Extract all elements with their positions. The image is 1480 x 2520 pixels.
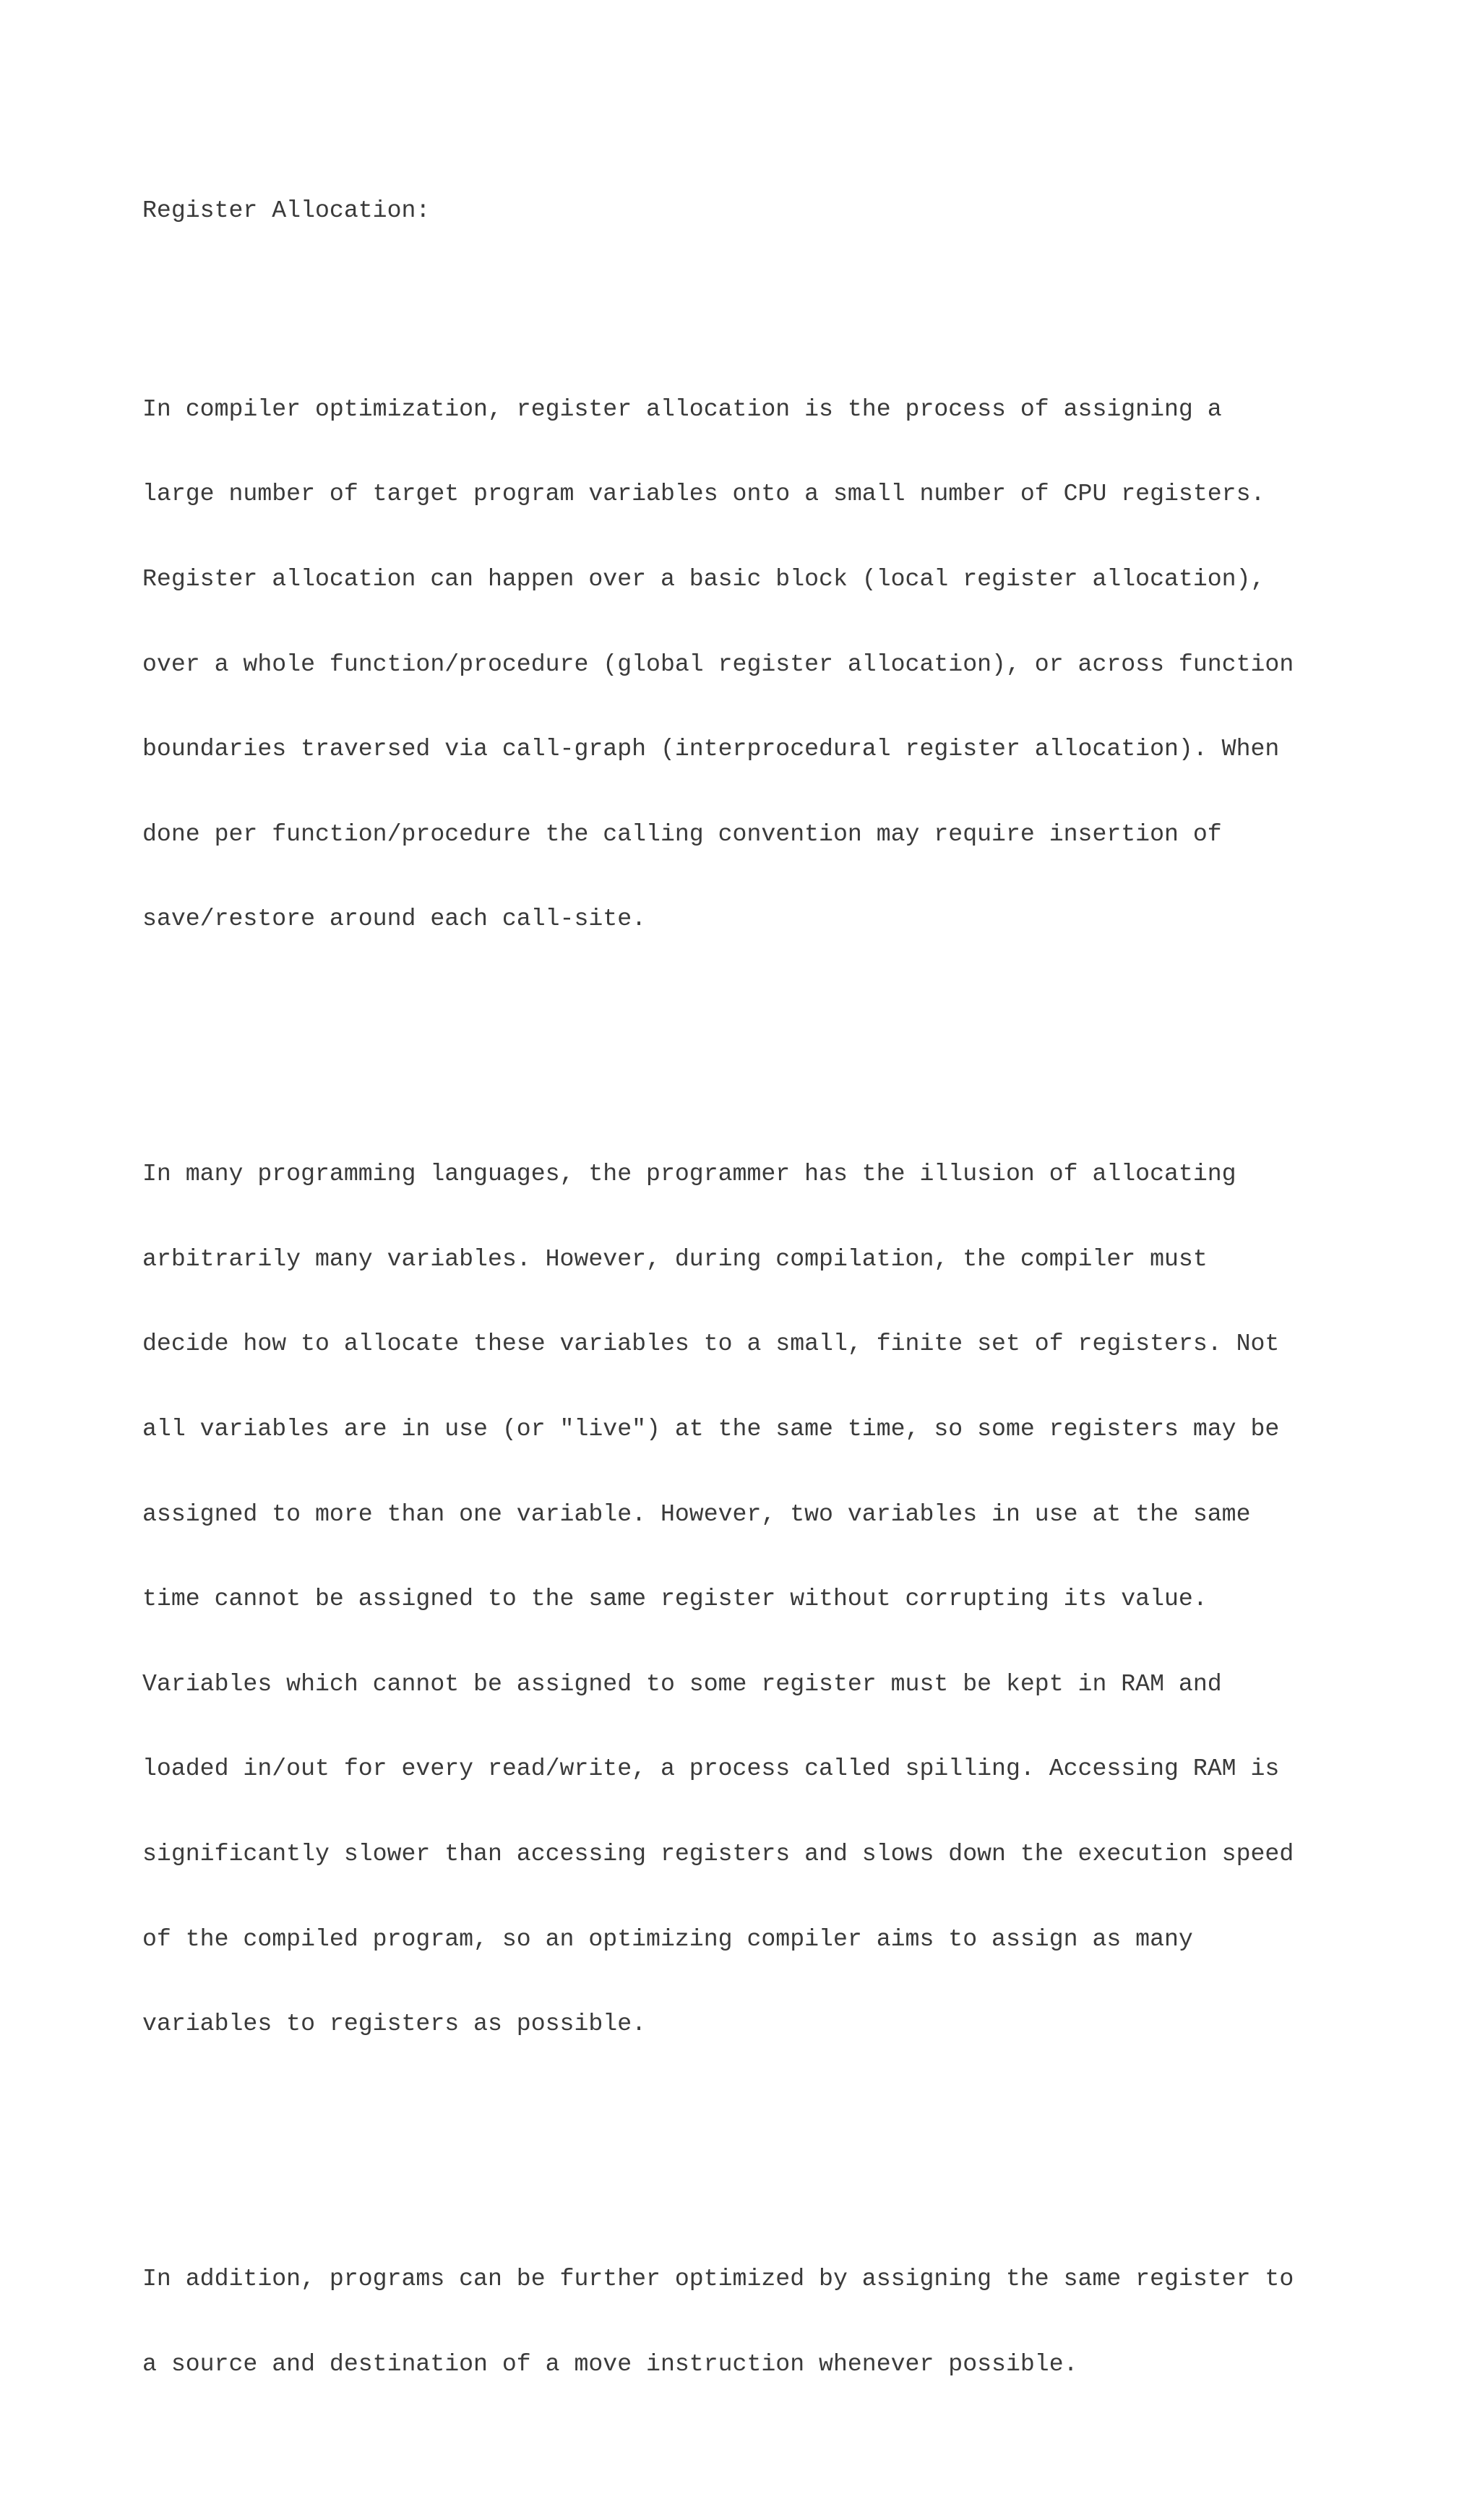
paragraph-line: In addition, programs can be further optimized by assigning the same register to xyxy=(142,2264,1294,2292)
document-body xyxy=(142,140,1371,2520)
paragraph-3 xyxy=(142,2209,1371,2435)
paragraph-line: large number of target program variables onto a small number of CPU registers. xyxy=(142,480,1265,508)
paragraph-line: In many programming languages, the programmer has the illusion of allocating xyxy=(142,1160,1236,1188)
paragraph-line: all variables are in use (or "live") at the same time, so some registers may be xyxy=(142,1414,1280,1442)
paragraph-1 xyxy=(142,338,1371,990)
paragraph-line: over a whole function/procedure (global register allocation), or across function xyxy=(142,650,1294,678)
paragraph-line: significantly slower than accessing registers and slows down the execution speed xyxy=(142,1839,1294,1867)
paragraph-line: a source and destination of a move instruction whenever possible. xyxy=(142,2349,1078,2378)
paragraph-line: In compiler optimization, register allocation is the process of assigning a xyxy=(142,395,1222,423)
paragraph-line: save/restore around each call-site. xyxy=(142,905,647,933)
paragraph-line: Register allocation can happen over a basic block (local register allocation), xyxy=(142,565,1265,593)
paragraph-line: time cannot be assigned to the same register without corrupting its value. xyxy=(142,1585,1208,1613)
paragraph-line: loaded in/out for every read/write, a process called spilling. Accessing RAM is xyxy=(142,1755,1280,1783)
paragraph-line: done per function/procedure the calling convention may require insertion of xyxy=(142,820,1222,848)
paragraph-line: boundaries traversed via call-graph (interprocedural register allocation). When xyxy=(142,735,1280,763)
paragraph-line: decide how to allocate these variables to a small, finite set of registers. Not xyxy=(142,1330,1280,1358)
paragraph-line: Variables which cannot be assigned to some register must be kept in RAM and xyxy=(142,1669,1222,1698)
paragraph-2 xyxy=(142,1104,1371,2095)
paragraph-line: variables to registers as possible. xyxy=(142,2010,647,2038)
paragraph-line: of the compiled program, so an optimizing compiler aims to assign as many xyxy=(142,1925,1193,1953)
document-heading: Register Allocation: xyxy=(142,197,431,225)
paragraph-line: assigned to more than one variable. However, two variables in use at the same xyxy=(142,1500,1251,1528)
paragraph-line: arbitrarily many variables. However, during compilation, the compiler must xyxy=(142,1244,1208,1273)
